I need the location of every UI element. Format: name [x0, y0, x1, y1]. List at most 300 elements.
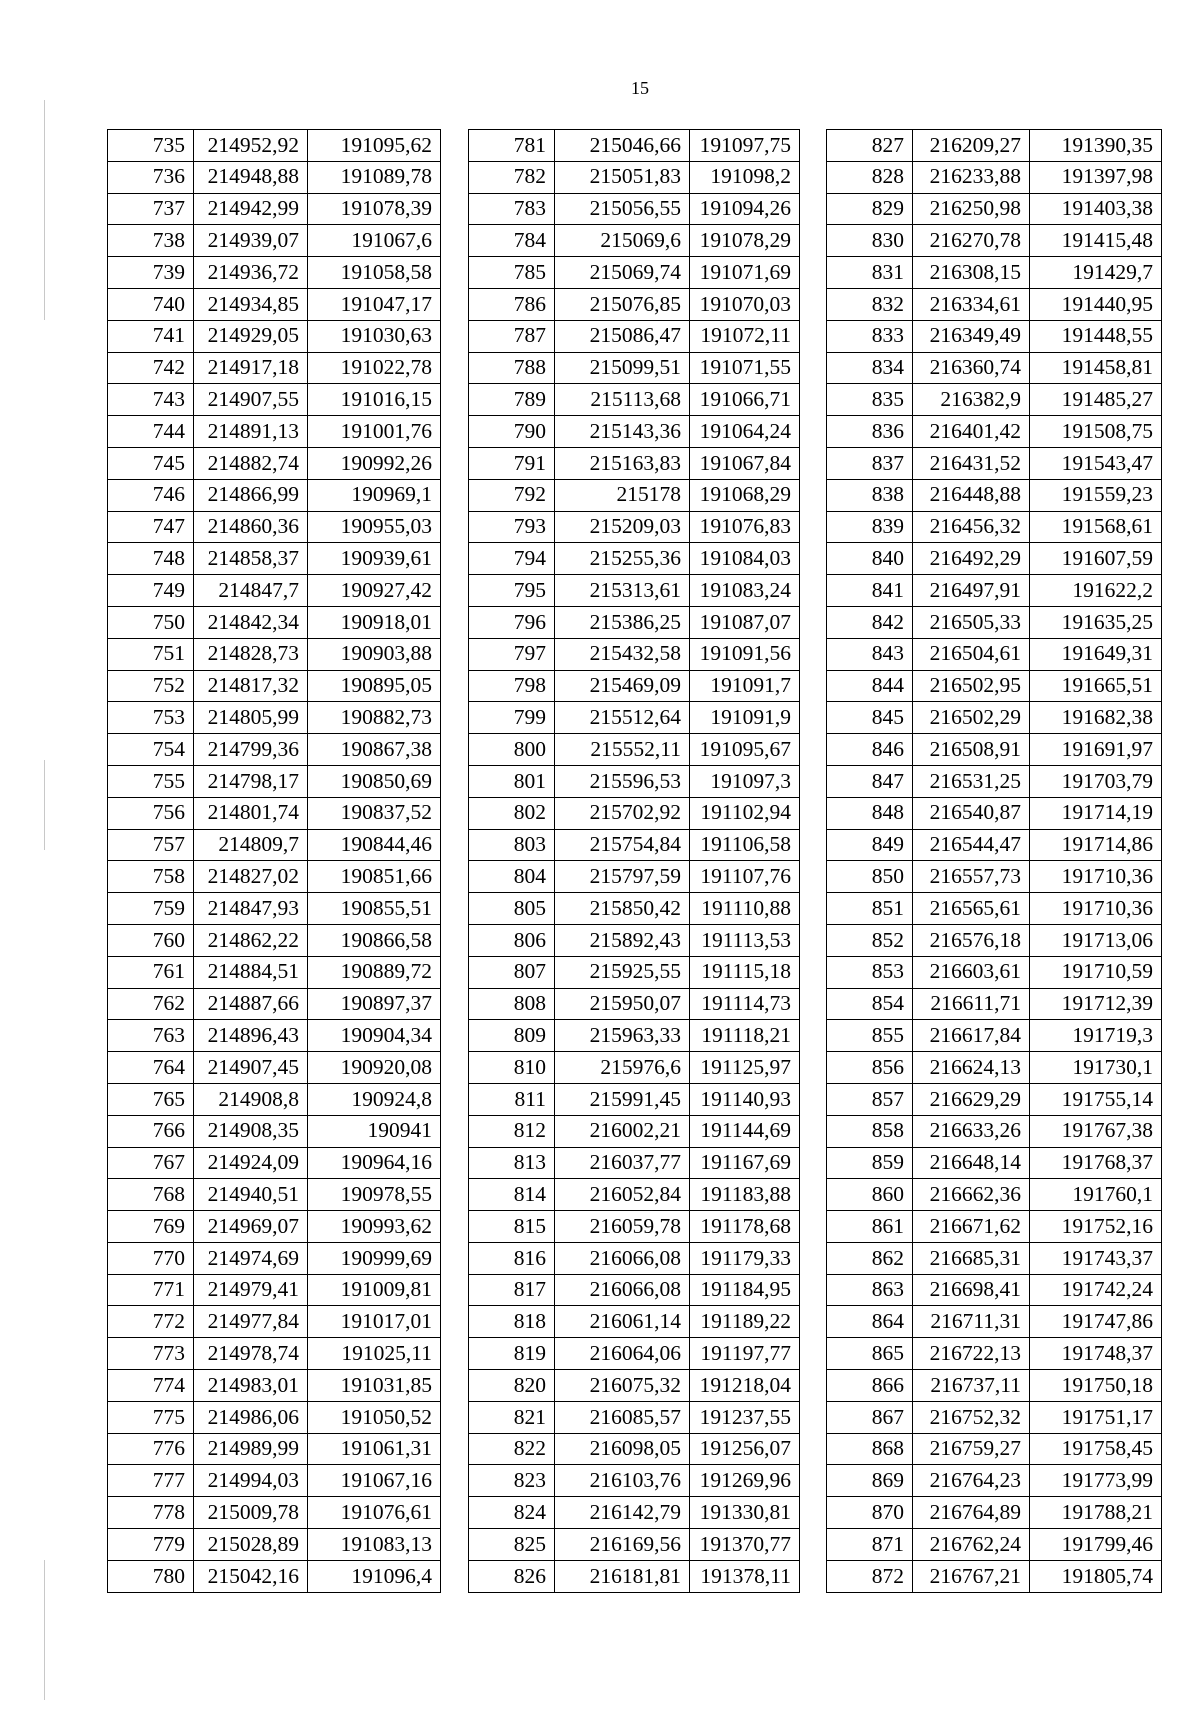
y-coordinate-cell: 191167,69: [690, 1147, 800, 1179]
table-row: [108, 1020, 441, 1052]
y-coordinate-cell: 191752,16: [1030, 1211, 1162, 1243]
table-row: [827, 988, 1162, 1020]
point-number-cell: 737: [108, 193, 194, 225]
x-coordinate-cell: 216508,91: [913, 734, 1030, 766]
point-number-cell: 867: [827, 1401, 913, 1433]
table-row: [827, 1465, 1162, 1497]
x-coordinate-cell: 214798,17: [194, 765, 308, 797]
point-number-cell: 839: [827, 511, 913, 543]
point-number-cell: 864: [827, 1306, 913, 1338]
y-coordinate-cell: 191189,22: [690, 1306, 800, 1338]
x-coordinate-cell: 216181,81: [555, 1560, 690, 1592]
x-coordinate-cell: 215113,68: [555, 384, 690, 416]
point-number-cell: 856: [827, 1052, 913, 1084]
x-coordinate-cell: 215850,42: [555, 893, 690, 925]
y-coordinate-cell: 190882,73: [308, 702, 441, 734]
table-row: [108, 1274, 441, 1306]
y-coordinate-cell: 191714,86: [1030, 829, 1162, 861]
table-row: [469, 1083, 800, 1115]
table-row: [827, 606, 1162, 638]
table-row: [108, 447, 441, 479]
point-number-cell: 771: [108, 1274, 194, 1306]
x-coordinate-cell: 214936,72: [194, 257, 308, 289]
y-coordinate-cell: 191087,07: [690, 606, 800, 638]
point-number-cell: 752: [108, 670, 194, 702]
x-coordinate-cell: 215099,51: [555, 352, 690, 384]
table-row: [827, 1083, 1162, 1115]
point-number-cell: 863: [827, 1274, 913, 1306]
scan-edge-mark: [44, 1560, 45, 1700]
point-number-cell: 831: [827, 257, 913, 289]
table-row: [108, 670, 441, 702]
point-number-cell: 855: [827, 1020, 913, 1052]
point-number-cell: 749: [108, 575, 194, 607]
y-coordinate-cell: 191009,81: [308, 1274, 441, 1306]
y-coordinate-cell: 191330,81: [690, 1497, 800, 1529]
point-number-cell: 782: [469, 161, 555, 193]
x-coordinate-cell: 216085,57: [555, 1401, 690, 1433]
point-number-cell: 764: [108, 1052, 194, 1084]
y-coordinate-cell: 191748,37: [1030, 1338, 1162, 1370]
y-coordinate-cell: 191743,37: [1030, 1242, 1162, 1274]
y-coordinate-cell: 191078,39: [308, 193, 441, 225]
x-coordinate-cell: 214887,66: [194, 988, 308, 1020]
point-number-cell: 786: [469, 288, 555, 320]
y-coordinate-cell: 191635,25: [1030, 606, 1162, 638]
y-coordinate-cell: 191767,38: [1030, 1115, 1162, 1147]
point-number-cell: 841: [827, 575, 913, 607]
table-row: [827, 447, 1162, 479]
x-coordinate-cell: 214809,7: [194, 829, 308, 861]
table-row: [469, 1179, 800, 1211]
x-coordinate-cell: 215178: [555, 479, 690, 511]
y-coordinate-cell: 191543,47: [1030, 447, 1162, 479]
table-row: [469, 1115, 800, 1147]
table-row: [108, 193, 441, 225]
point-number-cell: 744: [108, 416, 194, 448]
y-coordinate-cell: 191061,31: [308, 1433, 441, 1465]
x-coordinate-cell: 215702,92: [555, 797, 690, 829]
point-number-cell: 799: [469, 702, 555, 734]
table-row: [108, 1529, 441, 1561]
point-number-cell: 857: [827, 1083, 913, 1115]
x-coordinate-cell: 214896,43: [194, 1020, 308, 1052]
table-row: [469, 320, 800, 352]
point-number-cell: 833: [827, 320, 913, 352]
point-number-cell: 774: [108, 1370, 194, 1402]
point-number-cell: 821: [469, 1401, 555, 1433]
x-coordinate-cell: 216334,61: [913, 288, 1030, 320]
point-number-cell: 797: [469, 638, 555, 670]
x-coordinate-cell: 214799,36: [194, 734, 308, 766]
point-number-cell: 754: [108, 734, 194, 766]
y-coordinate-cell: 191179,33: [690, 1242, 800, 1274]
point-number-cell: 829: [827, 193, 913, 225]
x-coordinate-cell: 215991,45: [555, 1083, 690, 1115]
x-coordinate-cell: 214866,99: [194, 479, 308, 511]
table-row: [108, 225, 441, 257]
x-coordinate-cell: 214827,02: [194, 861, 308, 893]
x-coordinate-cell: 216066,08: [555, 1242, 690, 1274]
table-row: [108, 320, 441, 352]
point-number-cell: 768: [108, 1179, 194, 1211]
x-coordinate-cell: 216250,98: [913, 193, 1030, 225]
x-coordinate-cell: 216767,21: [913, 1560, 1030, 1592]
point-number-cell: 852: [827, 924, 913, 956]
y-coordinate-cell: 191742,24: [1030, 1274, 1162, 1306]
table-row: [469, 893, 800, 925]
y-coordinate-cell: 191083,13: [308, 1529, 441, 1561]
y-coordinate-cell: 190904,34: [308, 1020, 441, 1052]
point-number-cell: 846: [827, 734, 913, 766]
table-row: [827, 797, 1162, 829]
point-number-cell: 813: [469, 1147, 555, 1179]
x-coordinate-cell: 215028,89: [194, 1529, 308, 1561]
point-number-cell: 847: [827, 765, 913, 797]
table-row: [827, 479, 1162, 511]
table-row: [469, 638, 800, 670]
y-coordinate-cell: 191682,38: [1030, 702, 1162, 734]
y-coordinate-cell: 191429,7: [1030, 257, 1162, 289]
table-row: [827, 893, 1162, 925]
point-number-cell: 845: [827, 702, 913, 734]
y-coordinate-cell: 191066,71: [690, 384, 800, 416]
point-number-cell: 745: [108, 447, 194, 479]
table-row: [827, 1560, 1162, 1592]
table-row: [108, 543, 441, 575]
x-coordinate-cell: 216698,41: [913, 1274, 1030, 1306]
x-coordinate-cell: 214939,07: [194, 225, 308, 257]
y-coordinate-cell: 191714,19: [1030, 797, 1162, 829]
point-number-cell: 838: [827, 479, 913, 511]
point-number-cell: 868: [827, 1433, 913, 1465]
point-number-cell: 778: [108, 1497, 194, 1529]
y-coordinate-cell: 190920,08: [308, 1052, 441, 1084]
x-coordinate-cell: 214801,74: [194, 797, 308, 829]
point-number-cell: 766: [108, 1115, 194, 1147]
table-row: [827, 1020, 1162, 1052]
point-number-cell: 736: [108, 161, 194, 193]
table-row: [469, 511, 800, 543]
y-coordinate-cell: 191559,23: [1030, 479, 1162, 511]
table-row: [469, 924, 800, 956]
point-number-cell: 835: [827, 384, 913, 416]
table-row: [108, 765, 441, 797]
point-number-cell: 823: [469, 1465, 555, 1497]
y-coordinate-cell: 190955,03: [308, 511, 441, 543]
y-coordinate-cell: 190924,8: [308, 1083, 441, 1115]
x-coordinate-cell: 216401,42: [913, 416, 1030, 448]
table-row: [108, 1147, 441, 1179]
table-row: [469, 1274, 800, 1306]
table-row: [469, 702, 800, 734]
x-coordinate-cell: 214882,74: [194, 447, 308, 479]
point-number-cell: 844: [827, 670, 913, 702]
point-number-cell: 746: [108, 479, 194, 511]
x-coordinate-cell: 216308,15: [913, 257, 1030, 289]
point-number-cell: 805: [469, 893, 555, 925]
y-coordinate-cell: 191107,76: [690, 861, 800, 893]
x-coordinate-cell: 214908,8: [194, 1083, 308, 1115]
point-number-cell: 776: [108, 1433, 194, 1465]
point-number-cell: 792: [469, 479, 555, 511]
y-coordinate-cell: 190850,69: [308, 765, 441, 797]
x-coordinate-cell: 214858,37: [194, 543, 308, 575]
table-row: [827, 638, 1162, 670]
table-row: [108, 1560, 441, 1592]
y-coordinate-cell: 191440,95: [1030, 288, 1162, 320]
x-coordinate-cell: 216633,26: [913, 1115, 1030, 1147]
y-coordinate-cell: 191773,99: [1030, 1465, 1162, 1497]
y-coordinate-cell: 190993,62: [308, 1211, 441, 1243]
table-row: [469, 1306, 800, 1338]
point-number-cell: 762: [108, 988, 194, 1020]
x-coordinate-cell: 214983,01: [194, 1370, 308, 1402]
x-coordinate-cell: 216233,88: [913, 161, 1030, 193]
y-coordinate-cell: 191067,6: [308, 225, 441, 257]
y-coordinate-cell: 191448,55: [1030, 320, 1162, 352]
table-row: [827, 257, 1162, 289]
y-coordinate-cell: 191113,53: [690, 924, 800, 956]
x-coordinate-cell: 215892,43: [555, 924, 690, 956]
point-number-cell: 798: [469, 670, 555, 702]
y-coordinate-cell: 191089,78: [308, 161, 441, 193]
y-coordinate-cell: 191091,7: [690, 670, 800, 702]
table-row: [827, 734, 1162, 766]
table-row: [108, 384, 441, 416]
x-coordinate-cell: 214847,7: [194, 575, 308, 607]
point-number-cell: 822: [469, 1433, 555, 1465]
y-coordinate-cell: 191071,69: [690, 257, 800, 289]
table-row: [827, 861, 1162, 893]
x-coordinate-cell: 215976,6: [555, 1052, 690, 1084]
y-coordinate-cell: 191076,61: [308, 1497, 441, 1529]
table-row: [108, 734, 441, 766]
table-row: [108, 479, 441, 511]
y-coordinate-cell: 191125,97: [690, 1052, 800, 1084]
y-coordinate-cell: 190927,42: [308, 575, 441, 607]
page-number: 15: [631, 78, 649, 98]
point-number-cell: 735: [108, 130, 194, 162]
point-number-cell: 787: [469, 320, 555, 352]
x-coordinate-cell: 216098,05: [555, 1433, 690, 1465]
x-coordinate-cell: 216456,32: [913, 511, 1030, 543]
table-row: [827, 956, 1162, 988]
x-coordinate-cell: 216504,61: [913, 638, 1030, 670]
x-coordinate-cell: 216764,89: [913, 1497, 1030, 1529]
y-coordinate-cell: 191183,88: [690, 1179, 800, 1211]
x-coordinate-cell: 216711,31: [913, 1306, 1030, 1338]
x-coordinate-cell: 216431,52: [913, 447, 1030, 479]
point-number-cell: 802: [469, 797, 555, 829]
point-number-cell: 758: [108, 861, 194, 893]
y-coordinate-cell: 191197,77: [690, 1338, 800, 1370]
x-coordinate-cell: 216142,79: [555, 1497, 690, 1529]
y-coordinate-cell: 191665,51: [1030, 670, 1162, 702]
point-number-cell: 840: [827, 543, 913, 575]
x-coordinate-cell: 216762,24: [913, 1529, 1030, 1561]
x-coordinate-cell: 215009,78: [194, 1497, 308, 1529]
x-coordinate-cell: 216722,13: [913, 1338, 1030, 1370]
x-coordinate-cell: 214805,99: [194, 702, 308, 734]
table-row: [108, 956, 441, 988]
point-number-cell: 791: [469, 447, 555, 479]
x-coordinate-cell: 214952,92: [194, 130, 308, 162]
x-coordinate-cell: 214908,35: [194, 1115, 308, 1147]
table-row: [469, 988, 800, 1020]
x-coordinate-cell: 215469,09: [555, 670, 690, 702]
y-coordinate-cell: 191237,55: [690, 1401, 800, 1433]
table-row: [108, 1465, 441, 1497]
y-coordinate-cell: 191508,75: [1030, 416, 1162, 448]
y-coordinate-cell: 191458,81: [1030, 352, 1162, 384]
table-row: [108, 1211, 441, 1243]
y-coordinate-cell: 191031,85: [308, 1370, 441, 1402]
x-coordinate-cell: 214924,09: [194, 1147, 308, 1179]
table-row: [827, 924, 1162, 956]
point-number-cell: 743: [108, 384, 194, 416]
x-coordinate-cell: 216648,14: [913, 1147, 1030, 1179]
point-number-cell: 836: [827, 416, 913, 448]
y-coordinate-cell: 190918,01: [308, 606, 441, 638]
x-coordinate-cell: 216565,61: [913, 893, 1030, 925]
x-coordinate-cell: 216103,76: [555, 1465, 690, 1497]
table-row: [108, 1401, 441, 1433]
y-coordinate-cell: 191144,69: [690, 1115, 800, 1147]
x-coordinate-cell: 214974,69: [194, 1242, 308, 1274]
table-row: [827, 225, 1162, 257]
y-coordinate-cell: 191118,21: [690, 1020, 800, 1052]
x-coordinate-cell: 216209,27: [913, 130, 1030, 162]
y-coordinate-cell: 191256,07: [690, 1433, 800, 1465]
x-coordinate-cell: 216448,88: [913, 479, 1030, 511]
point-number-cell: 807: [469, 956, 555, 988]
y-coordinate-cell: 191184,95: [690, 1274, 800, 1306]
table-row: [827, 1052, 1162, 1084]
table-row: [108, 257, 441, 289]
table-row: [469, 416, 800, 448]
x-coordinate-cell: 215797,59: [555, 861, 690, 893]
y-coordinate-cell: 190903,88: [308, 638, 441, 670]
y-coordinate-cell: 191415,48: [1030, 225, 1162, 257]
y-coordinate-cell: 190866,58: [308, 924, 441, 956]
table-row: [469, 765, 800, 797]
point-number-cell: 806: [469, 924, 555, 956]
x-coordinate-cell: 215512,64: [555, 702, 690, 734]
point-number-cell: 849: [827, 829, 913, 861]
y-coordinate-cell: 191083,24: [690, 575, 800, 607]
table-row: [827, 1433, 1162, 1465]
y-coordinate-cell: 191084,03: [690, 543, 800, 575]
y-coordinate-cell: 190992,26: [308, 447, 441, 479]
y-coordinate-cell: 191064,24: [690, 416, 800, 448]
point-number-cell: 803: [469, 829, 555, 861]
x-coordinate-cell: 215042,16: [194, 1560, 308, 1592]
x-coordinate-cell: 216169,56: [555, 1529, 690, 1561]
y-coordinate-cell: 190897,37: [308, 988, 441, 1020]
x-coordinate-cell: 216611,71: [913, 988, 1030, 1020]
y-coordinate-cell: 191747,86: [1030, 1306, 1162, 1338]
point-number-cell: 859: [827, 1147, 913, 1179]
x-coordinate-cell: 216752,32: [913, 1401, 1030, 1433]
table-row: [108, 638, 441, 670]
table-row: [469, 257, 800, 289]
table-row: [469, 606, 800, 638]
point-number-cell: 760: [108, 924, 194, 956]
table-row: [827, 130, 1162, 162]
point-number-cell: 755: [108, 765, 194, 797]
scan-edge-mark: [44, 100, 45, 320]
x-coordinate-cell: 214934,85: [194, 288, 308, 320]
point-number-cell: 780: [108, 1560, 194, 1592]
y-coordinate-cell: 191071,55: [690, 352, 800, 384]
y-coordinate-cell: 191115,18: [690, 956, 800, 988]
y-coordinate-cell: 191568,61: [1030, 511, 1162, 543]
point-number-cell: 832: [827, 288, 913, 320]
point-number-cell: 757: [108, 829, 194, 861]
point-number-cell: 793: [469, 511, 555, 543]
table-row: [469, 352, 800, 384]
x-coordinate-cell: 216671,62: [913, 1211, 1030, 1243]
point-number-cell: 814: [469, 1179, 555, 1211]
point-number-cell: 858: [827, 1115, 913, 1147]
x-coordinate-cell: 214978,74: [194, 1338, 308, 1370]
y-coordinate-cell: 191218,04: [690, 1370, 800, 1402]
table-row: [827, 1497, 1162, 1529]
table-row: [108, 416, 441, 448]
x-coordinate-cell: 215163,83: [555, 447, 690, 479]
x-coordinate-cell: 215552,11: [555, 734, 690, 766]
table-row: [827, 193, 1162, 225]
point-number-cell: 761: [108, 956, 194, 988]
y-coordinate-cell: 191067,84: [690, 447, 800, 479]
table-row: [827, 416, 1162, 448]
point-number-cell: 770: [108, 1242, 194, 1274]
y-coordinate-cell: 191076,83: [690, 511, 800, 543]
x-coordinate-cell: 214917,18: [194, 352, 308, 384]
y-coordinate-cell: 190889,72: [308, 956, 441, 988]
point-number-cell: 869: [827, 1465, 913, 1497]
y-coordinate-cell: 190978,55: [308, 1179, 441, 1211]
point-number-cell: 756: [108, 797, 194, 829]
x-coordinate-cell: 214828,73: [194, 638, 308, 670]
table-row: [108, 352, 441, 384]
coordinates-table-3: [826, 129, 1162, 1593]
table-row: [108, 1338, 441, 1370]
y-coordinate-cell: 191067,16: [308, 1465, 441, 1497]
table-row: [108, 606, 441, 638]
x-coordinate-cell: 214986,06: [194, 1401, 308, 1433]
table-row: [827, 384, 1162, 416]
x-coordinate-cell: 216061,14: [555, 1306, 690, 1338]
point-number-cell: 826: [469, 1560, 555, 1592]
y-coordinate-cell: 191025,11: [308, 1338, 441, 1370]
x-coordinate-cell: 216505,33: [913, 606, 1030, 638]
point-number-cell: 767: [108, 1147, 194, 1179]
point-number-cell: 812: [469, 1115, 555, 1147]
x-coordinate-cell: 216066,08: [555, 1274, 690, 1306]
x-coordinate-cell: 215209,03: [555, 511, 690, 543]
x-coordinate-cell: 215056,55: [555, 193, 690, 225]
x-coordinate-cell: 216624,13: [913, 1052, 1030, 1084]
x-coordinate-cell: 214847,93: [194, 893, 308, 925]
y-coordinate-cell: 191799,46: [1030, 1529, 1162, 1561]
point-number-cell: 816: [469, 1242, 555, 1274]
y-coordinate-cell: 191703,79: [1030, 765, 1162, 797]
x-coordinate-cell: 216492,29: [913, 543, 1030, 575]
y-coordinate-cell: 191710,36: [1030, 861, 1162, 893]
table-row: [827, 1115, 1162, 1147]
